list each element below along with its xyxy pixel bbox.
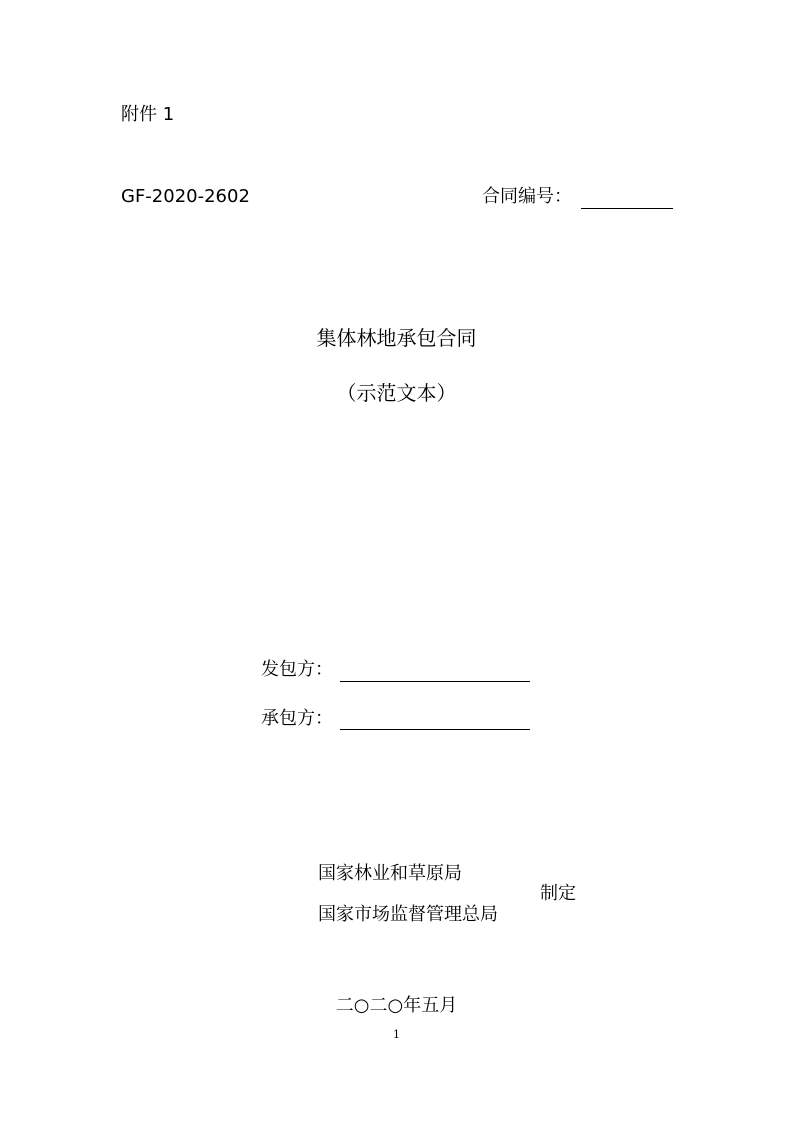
- issuing-agency-market-regulation: 国家市场监督管理总局: [318, 904, 498, 925]
- issuer-party-blank: [340, 681, 530, 682]
- contract-number-blank: [581, 208, 673, 209]
- standard-code: GF-2020-2602: [121, 186, 250, 207]
- contract-subtitle: （示范文本）: [336, 381, 457, 405]
- issuing-action: 制定: [540, 883, 576, 904]
- issuing-agency-forestry: 国家林业和草原局: [318, 863, 462, 884]
- issue-date: 二○二○年五月: [335, 995, 458, 1016]
- contractee-party-label: 承包方：: [261, 708, 333, 729]
- contract-title: 集体林地承包合同: [316, 326, 477, 350]
- page-number: 1: [393, 1028, 400, 1041]
- attachment-label: 附件 1: [121, 104, 175, 125]
- issuer-party-label: 发包方：: [261, 659, 333, 680]
- contract-number-label: 合同编号：: [482, 186, 572, 207]
- contractee-party-blank: [340, 729, 530, 730]
